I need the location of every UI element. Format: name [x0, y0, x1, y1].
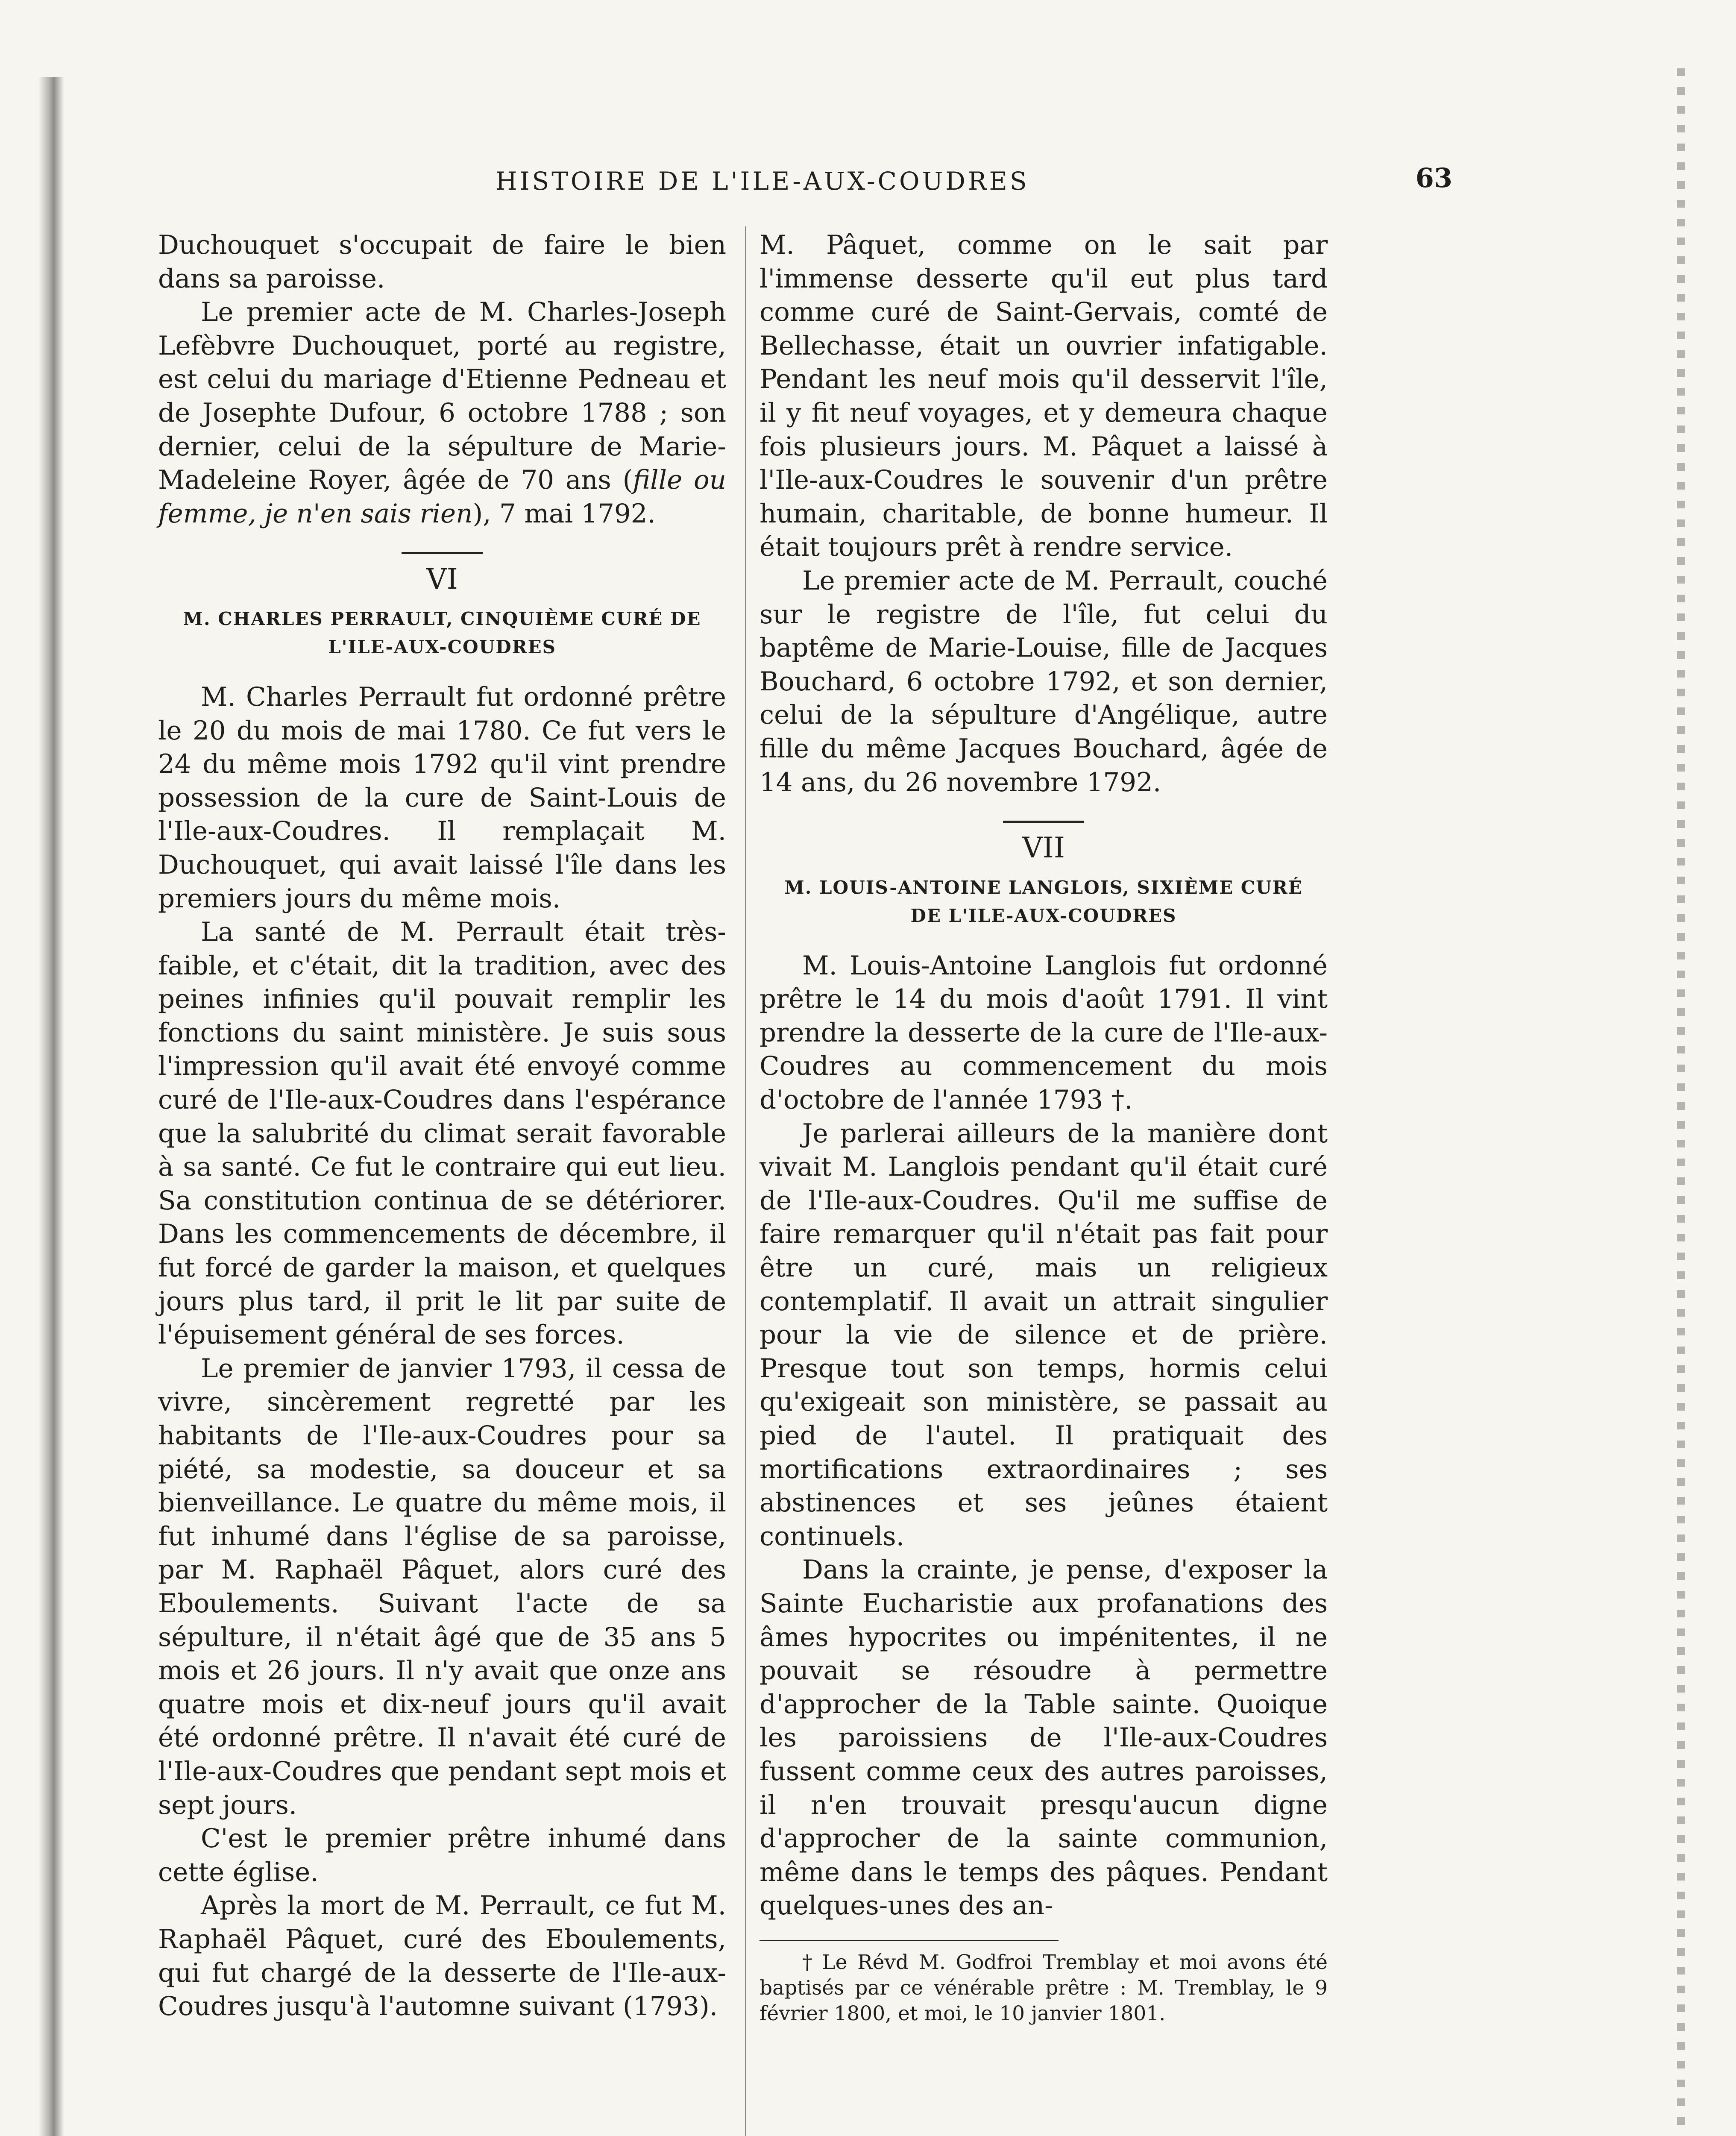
right-column	[760, 229, 1328, 2027]
footnote: † Le Révd M. Godfroi Tremblay et moi avons été baptisés par ce vénérable prêtre : M. Tremblay, le 9 février 1800, et moi, le 10 janvier 1801.	[760, 1950, 1328, 2025]
page-header	[171, 162, 1452, 209]
section-number: VI	[426, 563, 458, 596]
paragraph: C'est le premier prêtre inhumé dans cette église.	[158, 1823, 726, 1887]
running-title: HISTOIRE DE L'ILE-AUX-COUDRES	[496, 167, 1029, 196]
section-heading: M. LOUIS-ANTOINE LANGLOIS, SIXIÈME CURÉ DE L'ILE-AUX-COUDRES	[784, 877, 1303, 926]
section-number: VII	[1022, 831, 1065, 865]
binding-shadow	[38, 77, 64, 2136]
footnote-rule	[760, 1940, 1059, 1941]
paragraph: Dans la crainte, je pense, d'exposer la Sainte Eucharistie aux profanations des âmes hypocrites ou impénitentes, il ne pouvait se résoudre à permettre d'approcher de la Table sainte. Quoique les paroissiens de l'Ile-aux-Coudres fussent comme ceux des autres paroisses, il n'en trouvait presqu'aucun digne d'approcher de la sainte communion, même dans le temps des pâques. Pendant quelques-unes des an-	[760, 1555, 1328, 1921]
paragraph: Le premier acte de M. Perrault, couché sur le registre de l'île, fut celui du baptême de Marie-Louise, fille de Jacques Bouchard, 6 octobre 1792, et son dernier, celui de la sépulture d'Angélique, autre fille du même Jacques Bouchard, âgée de 14 ans, du 26 novembre 1792.	[760, 565, 1328, 798]
paragraph: Duchouquet s'occupait de faire le bien dans sa paroisse.	[158, 230, 726, 294]
section-heading: M. CHARLES PERRAULT, CINQUIÈME CURÉ DE L'ILE-AUX-COUDRES	[183, 608, 701, 657]
column-divider	[745, 226, 746, 2136]
paragraph: Le premier de janvier 1793, il cessa de vivre, sincèrement regretté par les habitants de l'Ile-aux-Coudres pour sa piété, sa modestie, sa douceur et sa bienveillance. Le quatre du même mois, il fut inhumé dans l'église de sa paroisse, par M. Raphaël Pâquet, alors curé des Eboulements. Suivant l'acte de sa sépulture, il n'était âgé que de 35 ans 5 mois et 26 jours. Il n'y avait que onze ans quatre mois et dix-neuf jours qu'il avait été ordonné prêtre. Il n'avait été curé de l'Ile-aux-Coudres que pendant sept mois et sept jours.	[158, 1353, 726, 1820]
paragraph: M. Pâquet, comme on le sait par l'immense desserte qu'il eut plus tard comme curé de Saint-Gervais, comté de Bellechasse, était un ouvrier infatigable. Pendant les neuf mois qu'il desservit l'île, il y fit neuf voyages, et y demeura chaque fois plusieurs jours. M. Pâquet a laissé à l'Ile-aux-Coudres le souvenir d'un prêtre humain, charitable, de bonne humeur. Il était toujours prêt à rendre service.	[760, 230, 1328, 563]
paragraph: Je parlerai ailleurs de la manière dont vivait M. Langlois pendant qu'il était curé de l'Ile-aux-Coudres. Qu'il me suffise de faire remarquer qu'il n'était pas fait pour être un curé, mais un religieux contemplatif. Il avait un attrait singulier pour la vie de silence et de prière. Presque tout son temps, hormis celui qu'exigeait son ministère, se passait au pied de l'autel. Il pratiquait des mortifications extraordinaires ; ses abstinences et ses jeûnes étaient continuels.	[760, 1118, 1328, 1552]
paragraph: M. Charles Perrault fut ordonné prêtre le 20 du mois de mai 1780. Ce fut vers le 24 du même mois 1792 qu'il vint prendre possession de la cure de Saint-Louis de l'Ile-aux-Coudres. Il remplaçait M. Duchouquet, qui avait laissé l'île dans les premiers jours du même mois.	[158, 681, 726, 914]
paragraph: M. Louis-Antoine Langlois fut ordonné prêtre le 14 du mois d'août 1791. Il vint prendre la desserte de la cure de l'Ile-aux-Coudres au commencement du mois d'octobre de l'année 1793 †.	[760, 950, 1328, 1115]
footnote-symbol: †	[802, 1950, 816, 1974]
paragraph: La santé de M. Perrault était très-faible, et c'était, dit la tradition, avec des peines infinies qu'il pouvait remplir les fonctions du saint ministère. Je suis sous l'impression qu'il avait été envoyé comme curé de l'Ile-aux-Coudres dans l'espérance que la salubrité du climat serait favorable à sa santé. Ce fut le contraire qui eut lieu. Sa constitution continua de se détériorer. Dans les commencements de décembre, il fut forcé de garder la maison, et quelques jours plus tard, il prit le lit par suite de l'épuisement général de ses forces.	[158, 917, 726, 1350]
page-number: 63	[1415, 162, 1452, 194]
left-column	[158, 229, 726, 2024]
section-rule	[402, 552, 483, 554]
paragraph: Après la mort de M. Perrault, ce fut M. Raphaël Pâquet, curé des Eboulements, qui fut chargé de la desserte de l'Ile-aux-Coudres jusqu'à l'automne suivant (1793).	[158, 1890, 726, 2022]
paragraph: Le premier acte de M. Charles-Joseph Lefèbvre Duchouquet, porté au registre, est celui du mariage d'Etienne Pedneau et de Josephte Dufour, 6 octobre 1788 ; son dernier, celui de la sépulture de Marie-Madeleine Royer, âgée de 70 ans (fille ou femme, je n'en sais rien), 7 mai 1792.	[158, 297, 726, 529]
page-edge-marks	[1677, 68, 1685, 2136]
section-rule	[1003, 821, 1084, 823]
